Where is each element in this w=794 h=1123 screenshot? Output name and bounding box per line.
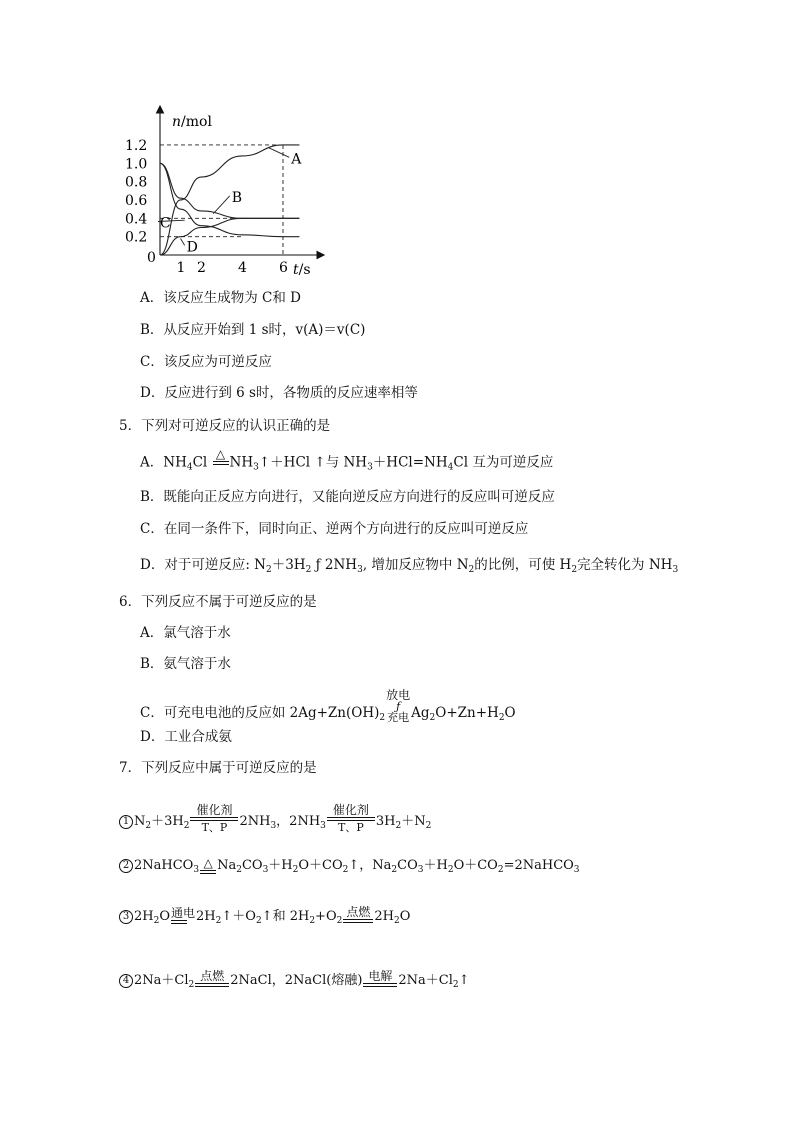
concentration-time-graph <box>125 102 335 282</box>
q7-equation-4: 4 $2Na+Cl_2$ 点燃 2NaCl，2NaCl(熔融) 电解 $2Na+Cl_2↑$ <box>119 970 470 995</box>
curve-label-b: B <box>231 189 243 206</box>
q4-option-d: D．反应进行到 6 s时，各物质的反应速率相等 <box>140 385 418 401</box>
x-tick-label: 6 <box>279 260 288 276</box>
q6-option-a: A．氯气溶于水 <box>140 625 231 641</box>
y-axis-label: n/mol <box>172 114 212 130</box>
curve-label-leader <box>269 148 290 158</box>
y-tick-label: 0.6 <box>125 192 148 209</box>
x-tick-label: 2 <box>197 260 206 276</box>
y-tick-label: 1.0 <box>125 156 148 173</box>
charge-discharge-condition: 放电 ƒ 充电 <box>386 688 411 724</box>
origin-label: 0 <box>147 250 156 266</box>
circled-number-4: 4 <box>119 974 133 988</box>
curve-label-c: C <box>160 215 171 232</box>
q4-option-c: C．该反应为可逆反应 <box>140 354 272 370</box>
y-tick-label: 0.4 <box>125 211 148 228</box>
q6-title: 6．下列反应不属于可逆反应的是 <box>119 594 317 610</box>
y-tick-label: 0.2 <box>125 229 148 246</box>
q7-title: 7．下列反应中属于可逆反应的是 <box>119 760 317 776</box>
q5-title: 5．下列对可逆反应的认识正确的是 <box>119 418 331 434</box>
circled-number-3: 3 <box>119 910 133 924</box>
q7-equation-3: 3 $2H_2O$ 通电 $2H_2↑+O_2↑$和 $2H_2+O_2$ 点燃 $2H_2O$ <box>119 906 410 931</box>
q6-option-d: D．工业合成氨 <box>140 729 232 745</box>
x-axis-label: t/s <box>293 262 311 278</box>
y-tick-label: 1.2 <box>125 137 148 154</box>
q4-option-a: A．该反应生成物为 C和 D <box>140 290 301 306</box>
heat-condition: △ <box>213 448 229 478</box>
x-tick-label: 1 <box>176 260 186 276</box>
q6-option-c: C．可充电电池的反应如 $2Ag+Zn(OH)_2$ 放电 ƒ 充电 $Ag_2O+Zn+H_2O$ <box>140 688 516 724</box>
q7-equation-1: 1 $N_2+3H_2$ 催化剂 T、P $2NH_3$，$2NH_3$ 催化剂 T、P $3H_2+N_2$ <box>119 804 431 836</box>
q4-option-b: B．从反应开始到 1 s时，v(A)＝v(C) <box>140 322 366 338</box>
q5-option-d: D．对于可逆反应: $N_2+3H_2$ ƒ $2NH_3$, 增加反应物中 $N_2$的比例，可使 $H_2$完全转化为 $NH_3$ <box>140 557 679 575</box>
q5-option-b: B．既能向正反应方向进行，又能向逆反应方向进行的反应叫可逆反应 <box>140 489 555 505</box>
curve-labels <box>158 148 302 256</box>
circled-number-1: 1 <box>119 815 133 829</box>
q6-option-b: B．氨气溶于水 <box>140 656 231 672</box>
curve-label-leader <box>181 238 185 245</box>
y-tick-label: 0.8 <box>125 174 148 191</box>
circled-number-2: 2 <box>119 859 133 873</box>
q5-option-a: A．$NH_4Cl$ △ $NH_3↑+HCl$ ↑与 $NH_3+HCl=NH_4Cl$ 互为可逆反应 <box>140 448 553 478</box>
series-b-line <box>160 163 299 218</box>
guide-lines <box>160 145 283 255</box>
x-tick-label: 4 <box>238 260 247 276</box>
q7-equation-2: 2 2NaHCO$_3$ △ $Na_2CO_3+H_2O+CO_2↑$，$Na_2CO_3+H_2O+CO_2=2NaHCO_3$ <box>119 856 580 880</box>
q5-option-c: C．在同一条件下，同时向正、逆两个方向进行的反应叫可逆反应 <box>140 521 529 537</box>
curve-label-leader <box>213 196 229 214</box>
curve-label-a: A <box>291 151 302 168</box>
curve-label-d: D <box>186 239 198 256</box>
